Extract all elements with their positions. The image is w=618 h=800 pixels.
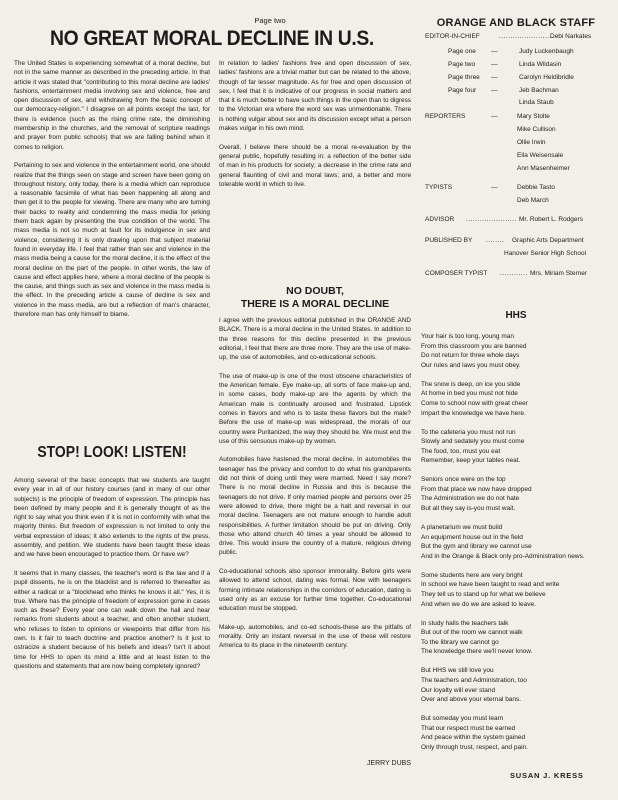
poem-line: A planetarium we must build — [421, 524, 503, 532]
role-dash: — — [491, 61, 498, 68]
editorial-left-column — [14, 59, 210, 329]
poem-line: Come to school now with great cheer — [421, 399, 528, 407]
article-paragraph: Make-up, automobiles, and co-ed schools-these are the pitfalls of morality. Only an instant reversal in the use of these will restore America to its place in the nineteenth century. — [219, 623, 411, 650]
poem-author: SUSAN J. KRESS — [510, 771, 584, 780]
staff-name: Deb March — [517, 197, 549, 204]
poem-line: And when we do we are asked to leave. — [421, 600, 536, 608]
poem-line: The teachers and Administration, too — [421, 676, 527, 684]
poem-line: But the gym and library we cannot use — [421, 543, 532, 551]
poem-line: To the library we cannot go — [421, 638, 499, 646]
poem-line: Impart the knowledge we have here. — [421, 409, 526, 417]
poem-line: An equipment house out in the field — [421, 533, 523, 541]
staff-name: Judy Luckenbaugh — [519, 48, 574, 55]
poem-line: To the cafeteria you must not run — [421, 428, 516, 436]
poem-line: In study halls the teachers talk — [421, 619, 509, 627]
article-byline: JERRY DUBS — [366, 760, 411, 767]
poem-line: The food, too, must you eat — [421, 447, 501, 455]
editor-name: Debi Narkates — [550, 33, 592, 40]
article-paragraph: The use of make-up is one of the most obscene characteristics of the American female. Eye make-up, all sorts of face make-up and, in some cases, body make-up are the agents by which the American male is continually aroused and frustrated. Lipstick comes in flavors and who is to taste these flavors but the male? Before the use of make-up was widespread, the morals of our country were Puritanized, the way they should be. We must end the use of this sensuous make-up by women. — [219, 372, 411, 445]
poem-stanza — [421, 619, 611, 657]
role-dash: — — [491, 87, 498, 94]
staff-name: Carolyn Heldibridle — [519, 74, 574, 81]
poem-line: The Administration we do not hate — [421, 495, 520, 503]
poem-stanza — [421, 714, 611, 752]
page-role-label: Page one — [448, 48, 476, 55]
staff-name: Linda Staub — [519, 99, 554, 106]
poem-stanza — [421, 475, 611, 513]
advisor-name: Mr. Robert L. Rodgers — [519, 216, 583, 223]
role-dash: — — [491, 184, 498, 191]
poem-line: Your hair is too long, young man — [421, 333, 514, 340]
poem-line: But all they say is-you must wait. — [421, 505, 516, 513]
staff-name: Linda Wildasin — [519, 61, 562, 68]
stop-look-listen-article — [14, 476, 210, 681]
poem-line: In school we have been taught to read and write — [421, 581, 560, 589]
poem-line: And peace within the system gained — [421, 734, 526, 742]
publisher-school: Hanover Senior High School — [504, 250, 587, 257]
poem-title: HHS — [505, 310, 527, 321]
leader-dots: ........................ — [499, 33, 555, 40]
staff-name: Debbie Tasto — [517, 184, 555, 191]
staff-name: Mike Cullison — [517, 126, 556, 133]
leader-dots: ........ — [486, 237, 505, 244]
article-paragraph: Among several of the basic concepts that we students are taught every year in all of our history courses (and in many of our other subjects) is the principle of freedom of expression. The principle has been defined by many people and it is generally thought of as the right to say what you think even if it is not in conformity with what the majority thinks. But freedom of expression is not limited to only the verbal expression of ideas; it also extends to the rights of the press, assembly, and petition. We students have been taught these ideas and we have been encouraged to practice them. Or have we? — [14, 477, 210, 559]
role-dash: — — [491, 74, 498, 81]
poem-stanza — [421, 332, 611, 370]
poem-line: Our rules and laws you must obey. — [421, 361, 521, 369]
editor-label: EDITOR-IN-CHIEF — [425, 33, 480, 40]
editorial-mid-column — [219, 59, 411, 198]
poem-line: From this classroom you are banned — [421, 342, 527, 350]
poem-line: Do not return for three whole days — [421, 352, 520, 360]
poem-line: And in the Orange & Black only pro-Administration news. — [421, 552, 585, 560]
poem-line: But HHS we still love you — [421, 667, 494, 675]
publisher-name: Graphic Arts Department — [512, 237, 584, 244]
poem-line: Seniors once were on the top — [421, 476, 506, 484]
page-role-label: Page three — [448, 74, 480, 81]
article-paragraph: It seems that in many classes, the teacher's word is the law and if a pupil dissents, he is on the blacklist and is referred to thereafter as either a radical or a "blockhead who thinks he knows it all." Yes, it is true. Where has the principle of freedom of expression gone in cases such as these? Every year one can walk down the hall and hear remarks from students about a teacher, and often another student, who refuses to listen to opinions or viewpoints that differ from his own. Is it fair to teach doctrine and practice another? Is it just to ostracize a student because of his beliefs and ideas? Isn't it about time for HHS to open its mind a little and at least listen to the questions and statements that are now being completely ignored? — [14, 569, 210, 670]
reporters-label: REPORTERS — [425, 113, 466, 120]
headline-line: NO DOUBT, — [286, 285, 344, 297]
leader-dots: ...................... — [466, 216, 517, 223]
page-role-label: Page two — [448, 61, 476, 68]
poem-line: From that place we now have dropped — [421, 485, 532, 493]
poem-stanza — [421, 666, 611, 704]
composer-name: Mrs. Miriam Sterner — [530, 270, 588, 277]
no-doubt-article — [219, 316, 411, 660]
staff-name: Jeb Bachman — [519, 87, 559, 94]
stop-look-listen-headline: STOP! LOOK! LISTEN! — [37, 444, 187, 461]
poem-stanza — [421, 571, 611, 609]
staff-name: Ollie Irwin — [517, 139, 546, 146]
main-headline: NO GREAT MORAL DECLINE IN U.S. — [50, 26, 374, 50]
no-doubt-headline — [219, 285, 411, 310]
staff-name: Ann Masenheimer — [517, 165, 570, 172]
poem-stanza — [421, 523, 611, 561]
poem-line: Our loyalty will ever stand — [421, 686, 496, 694]
page-label: Page two — [254, 16, 286, 25]
poem-line: But someday you must learn — [421, 715, 504, 723]
poem-line: But out of the room we cannot walk — [421, 629, 523, 637]
article-paragraph: Automobiles have hastened the moral decline. In automobiles the teenager has the privacy and comfort to do what his grandparents did not think of doing until they were married. Need I say more? There is no moral decline in Russia and this is because the teenagers do not drive. If only married people and persons over 25 were allowed to drive, there might be a halt and reversal in our moral decline. Teenagers are not mature enough to handle adult responsibilities. A further limitation should be put on driving. Only those who attend church 40 times a year should be allowed to drive. This would insure the country of a mature, religious driving public. — [219, 456, 411, 557]
poem-line: They tell us to stand up for what we believe — [421, 591, 546, 599]
staff-name: Mary Stolte — [517, 113, 550, 120]
poem-stanza — [421, 380, 611, 418]
article-paragraph: I agree with the previous editorial published in the ORANGE AND BLACK. There is a moral decline in the United States. In addition to the three reasons for this decline presented in the previous editorial, I feel that there are three more. They are the use of make-up, the use of automobiles, and co-educational schools. — [219, 317, 411, 362]
leader-dots: ............ — [500, 270, 528, 277]
composer-label: COMPOSER TYPIST — [425, 270, 488, 277]
article-paragraph: Overall, I believe there should be a moral re-evaluation by the general public, hopefully resulting in: a reflection of the better side of man in his products for society; a decrease in the crime rate and general flaunting of civil and moral laws; and, a better and more tolerable world in which to live. — [219, 143, 411, 188]
poem-line: Over and above your eternal bans. — [421, 696, 522, 704]
poem-line: Some students here are very bright — [421, 571, 523, 579]
article-paragraph: The United States is experiencing somewhat of a moral decline, but not in the same manner as described in the preceding article. In that article it was stated that "contributing to this moral decline are ladies' fashions, entertainment media involving sex and violence, free and open discussion of sex, and withdrawing from the basic concept of our democracy-religion." I disagree on all points except the last, for there is evidence (such as the rising crime rate, the diminishing membership in the churches, and the removal of scripture readings and prayer from public schools) that we are falling behind when it comes to religion. — [14, 60, 210, 151]
poem-line: Slowly and sedately you must come — [421, 438, 525, 446]
poem-line: Only through trust, respect, and pain. — [421, 743, 528, 751]
published-label: PUBLISHED BY — [425, 237, 473, 244]
poem-line: That our respect must be earned — [421, 724, 516, 732]
poem-line: Remember, keep your tables neat. — [421, 457, 521, 465]
advisor-label: ADVISOR — [425, 216, 455, 223]
article-paragraph: Co-educational schools also sponsor immorality. Before girls were allowed to attend school, dating was formal. Now with teenagers forming intimate relationships in the corridors of education, dating is used only as an excuse for further time together. Co-educational education must be stopped. — [219, 568, 411, 613]
article-paragraph: In relation to ladies' fashions free and open discussion of sex, ladies' fashions are a trivial matter but can be related to the above, though of far lesser magnitude. As for free and open discussion of sex, I feel that it is indicative of our progress in social matters and that it is much better to have such things in the open than to digress to the Victorian era where the word sex was unmentionable. There is nothing vulgar about sex and its discussion except what a person makes vulgar in his own mind. — [219, 60, 411, 133]
role-dash: — — [491, 48, 498, 55]
poem-line: The snow is deep, on ice you slide — [421, 380, 521, 388]
role-dash: — — [491, 113, 498, 120]
poem-stanza — [421, 428, 611, 466]
article-paragraph: Pertaining to sex and violence in the entertainment world, one should realize that the things seen on stage and screen have been going on throughout history, only today, there is a media which can reproduce a reasonable facsimile of what has been happening all along and then get it to the people for viewing. There are many who are turning their backs to reality and condemning the mass media for jerking them back again by presenting the true condition of the world. The mass media is not so much at fault for its indulgence in sex and violence, considering it is only drawing upon that subject material found in everyday life. I feel that rather than sex and violence in the mass media being a cause for the moral decline, it is the effect of the moral decline on the part of the people. In other words, the law of cause and effect applies here, where a moral decline of the people is the cause, and things such as sex and violence in the mass media is the effect. In the preceding article a cause of decline is sex and violence in the mass media, are but a reflection of man's character, therefore man has only himself to blame. — [14, 162, 210, 319]
typists-label: TYPISTS — [425, 184, 453, 191]
poem-line: The knowledge there we'll never know. — [421, 648, 533, 656]
page-role-label: Page four — [448, 87, 477, 94]
staff-title: ORANGE AND BLACK STAFF — [436, 17, 596, 29]
headline-line: THERE IS A MORAL DECLINE — [240, 297, 390, 310]
staff-name: Ella Weisensale — [517, 152, 564, 159]
poem-line: At home in bed you must not hide — [421, 390, 518, 398]
poem-body — [421, 332, 611, 762]
